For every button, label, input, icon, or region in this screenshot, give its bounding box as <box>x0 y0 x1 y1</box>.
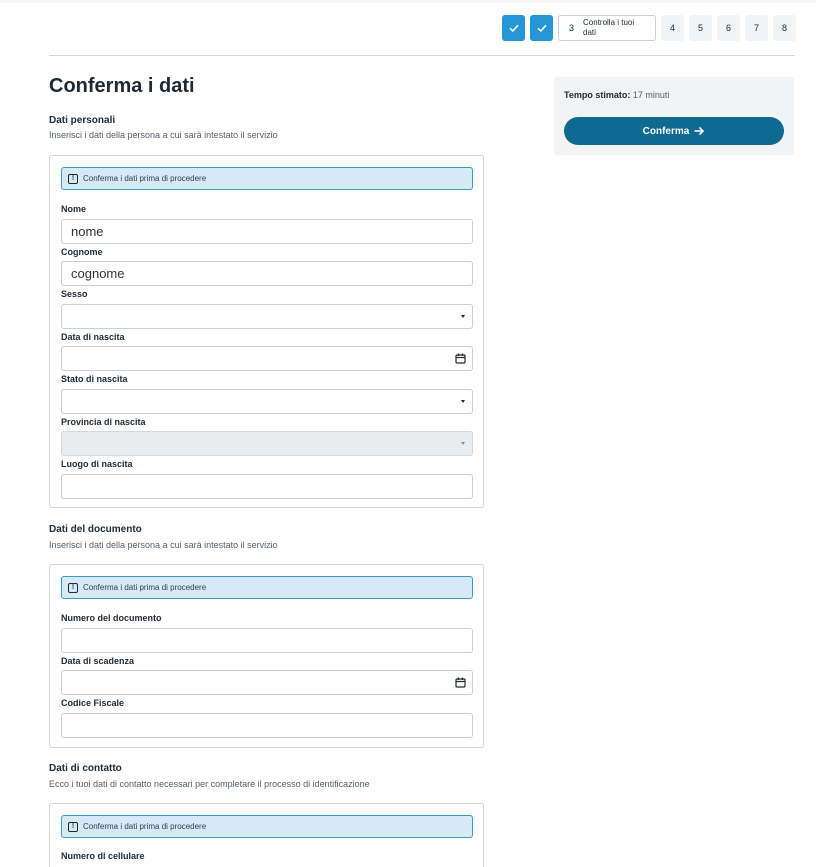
nome-input[interactable] <box>61 219 473 244</box>
step-4[interactable]: 4 <box>661 15 684 41</box>
step-7[interactable]: 7 <box>745 15 768 41</box>
calendar-icon[interactable] <box>455 677 466 688</box>
section-subtitle-document: Inserisci i dati della persona a cui sarà intestato il servizio <box>49 540 278 550</box>
chevron-down-icon <box>461 315 465 318</box>
personal-data-card <box>49 155 484 508</box>
info-alert <box>61 576 473 599</box>
section-title-personal: Dati personali <box>49 115 116 126</box>
page-title: Conferma i dati <box>49 75 195 97</box>
alert-text: Conferma i dati prima di procedere <box>83 174 207 183</box>
estimated-time-value: 17 minuti <box>632 90 670 100</box>
confirm-button-label: Conferma <box>642 125 690 137</box>
luogo-nascita-label: Luogo di nascita <box>61 459 133 469</box>
step-8[interactable]: 8 <box>773 15 796 41</box>
estimated-time <box>564 90 669 100</box>
step-2-done[interactable] <box>530 15 553 41</box>
info-icon: ! <box>68 174 78 184</box>
checkmark-icon <box>536 22 548 34</box>
numero-documento-label: Numero del documento <box>61 613 162 623</box>
progress-stepper <box>502 15 796 41</box>
step-number: 3 <box>569 23 575 33</box>
luogo-nascita-input[interactable] <box>61 474 473 499</box>
document-data-card <box>49 564 484 748</box>
divider <box>49 55 795 56</box>
step-label: Controlla i tuoi dati <box>583 18 635 37</box>
section-title-contact: Dati di contatto <box>49 763 122 774</box>
nome-label: Nome <box>61 204 87 214</box>
section-subtitle-personal: Inserisci i dati della persona a cui sarà intestato il servizio <box>49 130 278 140</box>
step-5[interactable]: 5 <box>689 15 712 41</box>
cognome-input[interactable] <box>61 261 473 286</box>
info-icon: ! <box>68 822 78 832</box>
provincia-nascita-select <box>61 431 473 456</box>
stato-nascita-select[interactable] <box>61 389 473 414</box>
data-scadenza-label: Data di scadenza <box>61 656 135 666</box>
sesso-select[interactable] <box>61 304 473 329</box>
provincia-nascita-label: Provincia di nascita <box>61 417 146 427</box>
chevron-down-icon <box>461 400 465 403</box>
top-strip <box>0 0 816 3</box>
codice-fiscale-input[interactable] <box>61 713 473 738</box>
sesso-label: Sesso <box>61 289 88 299</box>
chevron-down-icon <box>461 442 465 445</box>
estimated-time-label: Tempo stimato: <box>564 90 631 100</box>
codice-fiscale-label: Codice Fiscale <box>61 698 125 708</box>
arrow-right-icon <box>693 125 705 137</box>
data-scadenza-input[interactable] <box>61 670 473 695</box>
summary-box <box>554 77 794 155</box>
cognome-label: Cognome <box>61 247 103 257</box>
section-subtitle-contact: Ecco i tuoi dati di contatto necessari per completare il processo di identificazione <box>49 779 370 789</box>
step-3-current[interactable] <box>558 15 656 41</box>
alert-text: Conferma i dati prima di procedere <box>83 583 207 592</box>
stato-nascita-label: Stato di nascita <box>61 374 128 384</box>
calendar-icon[interactable] <box>455 353 466 364</box>
checkmark-icon <box>508 22 520 34</box>
info-icon: ! <box>68 583 78 593</box>
cellulare-label: Numero di cellulare <box>61 851 145 861</box>
info-alert <box>61 167 473 190</box>
alert-text: Conferma i dati prima di procedere <box>83 822 207 831</box>
data-nascita-label: Data di nascita <box>61 332 125 342</box>
nome-value: nome <box>71 224 104 239</box>
step-1-done[interactable] <box>502 15 525 41</box>
data-nascita-input[interactable] <box>61 346 473 371</box>
info-alert <box>61 815 473 838</box>
step-6[interactable]: 6 <box>717 15 740 41</box>
cognome-value: cognome <box>71 266 125 281</box>
numero-documento-input[interactable] <box>61 628 473 653</box>
confirm-button[interactable] <box>564 117 784 145</box>
section-title-document: Dati del documento <box>49 524 142 535</box>
contact-data-card <box>49 803 484 867</box>
